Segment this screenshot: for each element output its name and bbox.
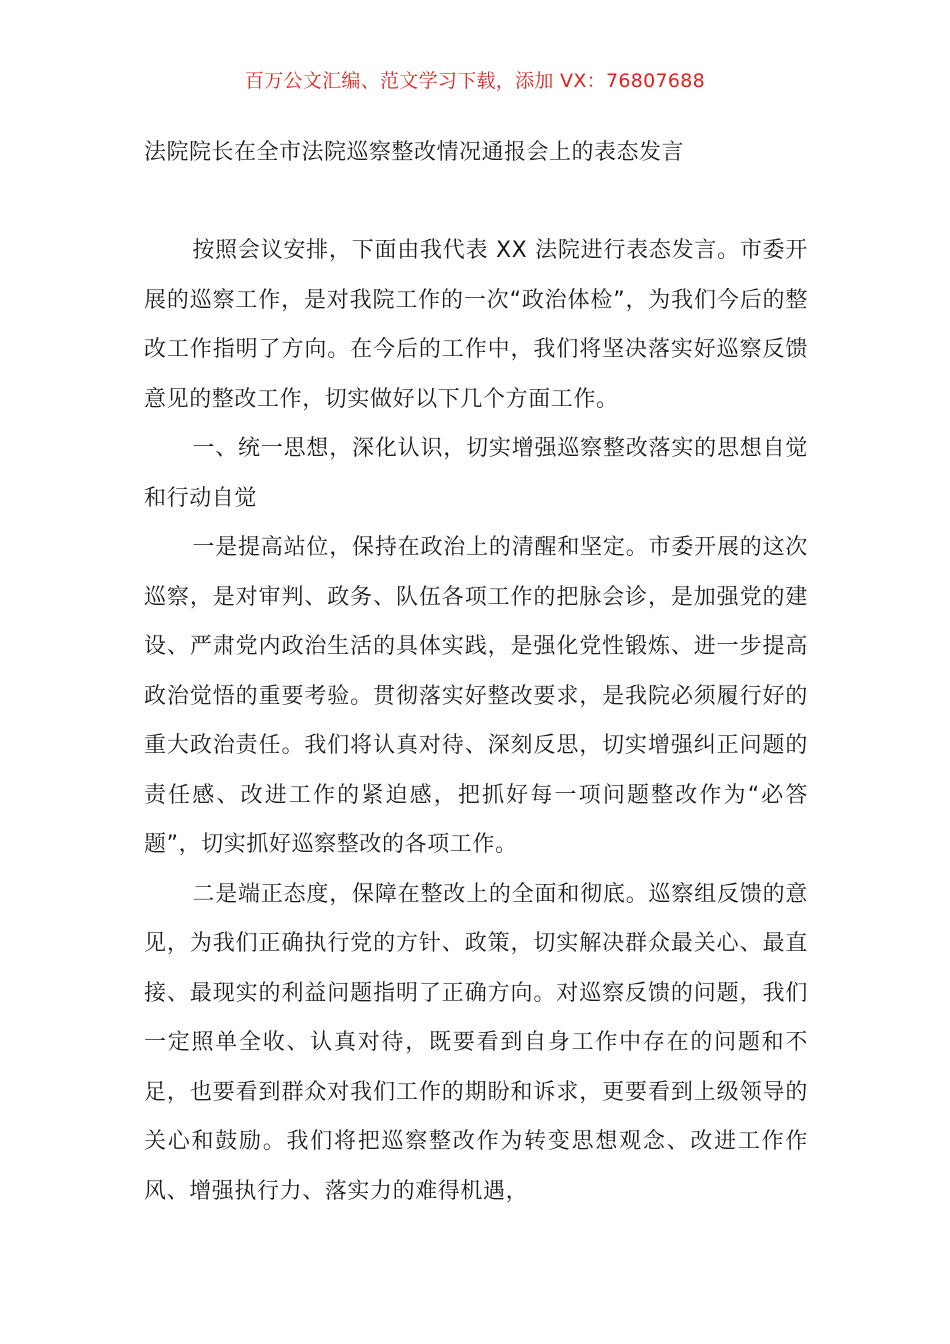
paragraph-intro: 按照会议安排，下面由我代表 XX 法院进行表态发言。市委开展的巡察工作，是对我院工作的一次“政治体检”，为我们今后的整改工作指明了方向。在今后的工作中，我们将坚决落实好巡察反馈意见的整改工作，切实做好以下几个方面工作。 — [144, 238, 808, 412]
paragraph-point-one: 一是提高站位，保持在政治上的清醒和坚定。市委开展的这次巡察，是对审判、政务、队伍各项工作的把脉会诊，是加强党的建设、严肃党内政治生活的具体实践，是强化党性锻炼、进一步提高政治觉悟的重要考验。贯彻落实好整改要求，是我院必须履行好的重大政治责任。我们将认真对待、深刻反思，切实增强纠正问题的责任感、改进工作的紧迫感，把抓好每一项问题整改作为“必答题”，切实抓好巡察整改的各项工作。 — [144, 535, 808, 857]
paragraph-point-two: 二是端正态度，保障在整改上的全面和彻底。巡察组反馈的意见，为我们正确执行党的方针、政策，切实解决群众最关心、最直接、最现实的利益问题指明了正确方向。对巡察反馈的问题，我们一定照单全收、认真对待，既要看到自身工作中存在的问题和不足，也要看到群众对我们工作的期盼和诉求，更要看到上级领导的关心和鼓励。我们将把巡察整改作为转变思想观念、改进工作作风、增强执行力、落实力的难得机遇， — [144, 881, 808, 1204]
document-body — [144, 226, 808, 1216]
header-note: 百万公文汇编、范文学习下载，添加 VX：76807688 — [244, 70, 706, 92]
paragraph-section-heading: 一、统一思想，深化认识，切实增强巡察整改落实的思想自觉和行动自觉 — [144, 436, 808, 511]
page-title: 法院院长在全市法院巡察整改情况通报会上的表态发言 — [144, 140, 685, 165]
